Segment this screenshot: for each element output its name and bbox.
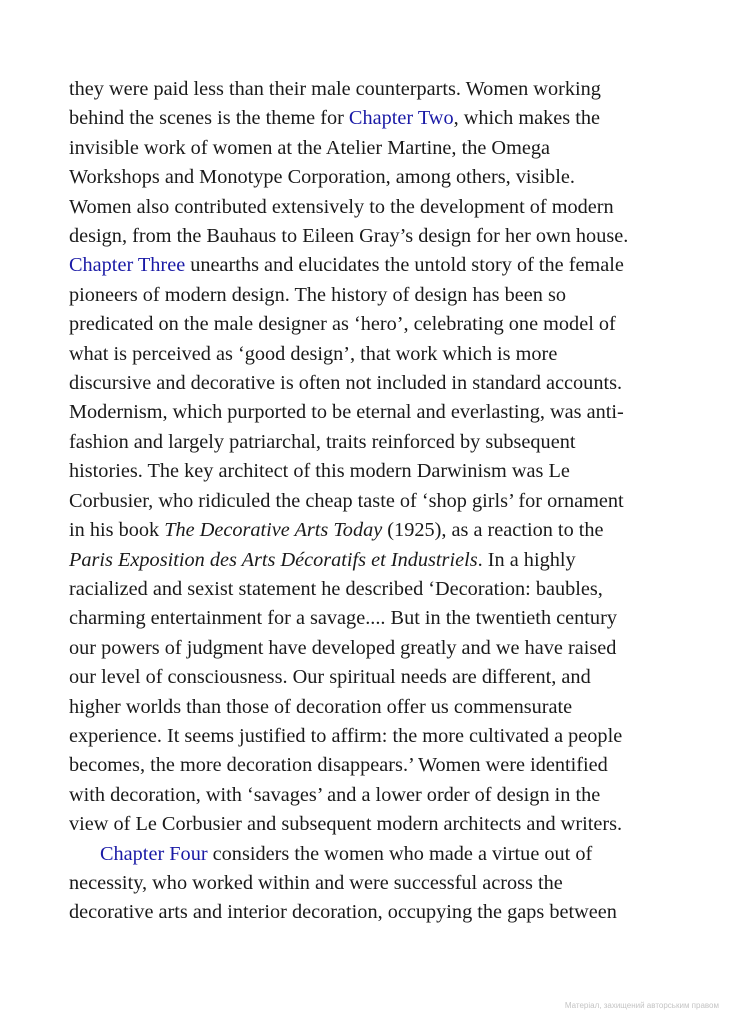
- text-line: higher worlds than those of decoration offer us commensurate: [69, 695, 573, 718]
- text-run: in his book: [69, 519, 165, 542]
- text-line: pioneers of modern design. The history of design has been so: [69, 283, 566, 306]
- chapter-four-link[interactable]: Chapter Four: [100, 842, 208, 865]
- text-line: racialized and sexist statement he described ‘Decoration: baubles,: [69, 577, 603, 600]
- text-line: Modernism, which purported to be eternal and everlasting, was anti-: [69, 401, 624, 424]
- chapter-three-link[interactable]: Chapter Three: [69, 254, 186, 277]
- text-line: charming entertainment for a savage.... But in the twentieth century: [69, 607, 617, 630]
- text-line: necessity, who worked within and were successful across the: [69, 871, 563, 894]
- chapter-two-link[interactable]: Chapter Two: [348, 107, 454, 130]
- book-title-italic: The Decorative Arts Today: [164, 519, 383, 542]
- text-line: with decoration, with ‘savages’ and a lower order of design in the: [69, 783, 601, 806]
- paragraph-start-line: [69, 840, 659, 869]
- text-run: , which makes the: [453, 107, 601, 130]
- text-run: considers the women who made a virtue out of: [207, 842, 593, 865]
- body-text: [69, 75, 659, 928]
- text-line: [69, 104, 659, 133]
- text-line: Women also contributed extensively to the development of modern: [69, 195, 614, 218]
- text-line: our level of consciousness. Our spiritual needs are different, and: [69, 666, 591, 689]
- text-line: becomes, the more decoration disappears.’ Women were identified: [69, 754, 608, 777]
- text-run: unearths and elucidates the untold story of the female: [185, 254, 624, 277]
- text-line: fashion and largely patriarchal, traits reinforced by subsequent: [69, 430, 576, 453]
- exposition-title-italic: Paris Exposition des Arts Décoratifs et Industriels: [69, 548, 478, 571]
- text-line: [69, 251, 659, 280]
- text-line: experience. It seems justified to affirm: the more cultivated a people: [69, 724, 623, 747]
- text-line: invisible work of women at the Atelier Martine, the Omega: [69, 136, 550, 159]
- text-run: (1925), as a reaction to the: [382, 519, 604, 542]
- copyright-watermark: Матеріал, захищений авторським правом: [564, 1001, 719, 1010]
- text-line: Workshops and Monotype Corporation, among others, visible.: [69, 166, 575, 189]
- text-line: [69, 516, 659, 545]
- text-run: behind the scenes is the theme for: [69, 107, 349, 130]
- text-line: discursive and decorative is often not included in standard accounts.: [69, 372, 623, 395]
- text-line: histories. The key architect of this modern Darwinism was Le: [69, 460, 570, 483]
- text-line: our powers of judgment have developed greatly and we have raised: [69, 636, 617, 659]
- text-line: what is perceived as ‘good design’, that work which is more: [69, 342, 558, 365]
- text-line: they were paid less than their male counterparts. Women working: [69, 78, 601, 100]
- text-line: decorative arts and interior decoration, occupying the gaps between: [69, 901, 617, 924]
- text-run: . In a highly: [477, 548, 576, 571]
- text-line: predicated on the male designer as ‘hero’, celebrating one model of: [69, 313, 616, 336]
- text-line: design, from the Bauhaus to Eileen Gray’s design for her own house.: [69, 225, 629, 248]
- text-line: [69, 546, 659, 575]
- text-line: view of Le Corbusier and subsequent modern architects and writers.: [69, 813, 623, 836]
- text-line: Corbusier, who ridiculed the cheap taste of ‘shop girls’ for ornament: [69, 489, 624, 512]
